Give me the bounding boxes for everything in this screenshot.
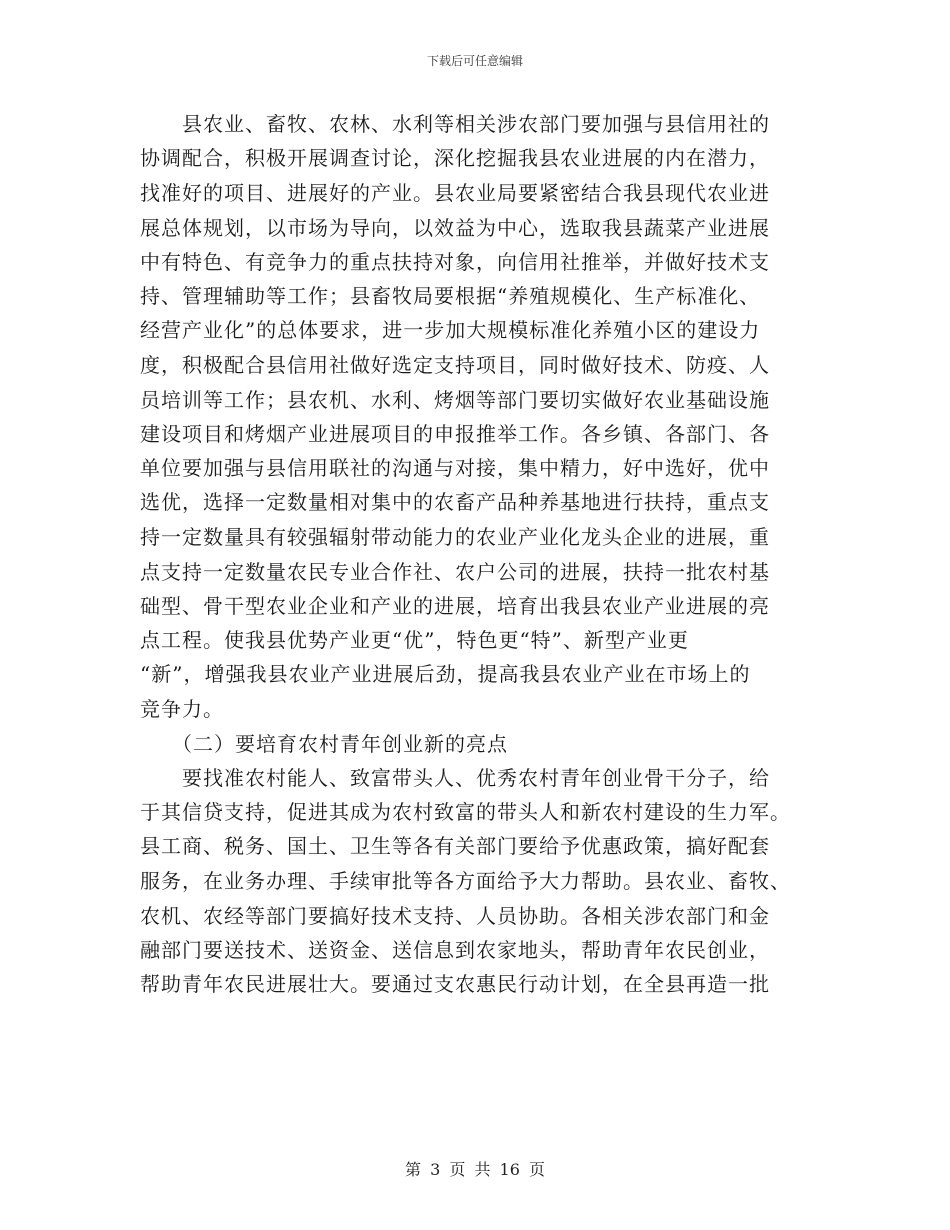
text-line: 帮助青年农民进展壮大。要通过支农惠民行动计划，在全县再造一批 (140, 972, 770, 996)
text-line: 持一定数量具有较强辐射带动能力的农业产业化龙头企业的进展，重 (140, 525, 770, 549)
page-footer: 第 3 页 共 16 页 (405, 1160, 545, 1179)
text-line: 点工程。使我县优势产业更“优”，特色更“特”、新型产业更 (140, 628, 689, 652)
text-line: 建设项目和烤烟产业进展项目的申报推举工作。各乡镇、各部门、各 (140, 422, 770, 446)
text-line: 服务，在业务办理、手续审批等各方面给予大力帮助。县农业、畜牧、 (140, 869, 791, 893)
text-line: 融部门要送技术、送资金、送信息到农家地头，帮助青年农民创业， (140, 938, 770, 962)
text-line: “新”，增强我县农业产业进展后劲，提高我县农业产业在市场上的 (140, 662, 751, 686)
text-line: 选优，选择一定数量相对集中的农畜产品种养基地进行扶持，重点支 (140, 490, 770, 514)
section-heading: （二）要培育农村青年创业新的亮点 (140, 732, 508, 756)
text-line: 要找准农村能人、致富带头人、优秀农村青年创业骨干分子，给 (140, 766, 770, 790)
text-line: 农机、农经等部门要搞好技术支持、人员协助。各相关涉农部门和金 (140, 904, 770, 928)
text-line: 础型、骨干型农业企业和产业的进展，培育出我县农业产业进展的亮 (140, 594, 770, 618)
text-line: 协调配合，积极开展调查讨论，深化挖掘我县农业进展的内在潜力， (140, 146, 770, 170)
text-line: 持、管理辅助等工作；县畜牧局要根据“养殖规模化、生产标准化、 (140, 284, 761, 308)
text-line: 点支持一定数量农民专业合作社、农户公司的进展，扶持一批农村基 (140, 560, 770, 584)
text-line: 度，积极配合县信用社做好选定支持项目，同时做好技术、防疫、人 (140, 353, 770, 377)
text-line: 县农业、畜牧、农林、水利等相关涉农部门要加强与县信用社的 (140, 112, 770, 136)
text-line: 于其信贷支持，促进其成为农村致富的带头人和新农村建设的生力军。 (140, 800, 791, 824)
text-line: 经营产业化”的总体要求，进一步加大规模标准化养殖小区的建设力 (140, 318, 761, 342)
text-line: 县工商、税务、国土、卫生等各有关部门要给予优惠政策，搞好配套 (140, 834, 770, 858)
text-line: 员培训等工作；县农机、水利、烤烟等部门要切实做好农业基础设施 (140, 388, 770, 412)
text-line: 中有特色、有竞争力的重点扶持对象，向信用社推举，并做好技术支 (140, 250, 770, 274)
text-line: 竞争力。 (140, 697, 224, 721)
text-line: 找准好的项目、进展好的产业。县农业局要紧密结合我县现代农业进 (140, 181, 770, 205)
page-header: 下载后可任意编辑 (426, 54, 523, 68)
text-line: 展总体规划，以市场为导向，以效益为中心，选取我县蔬菜产业进展 (140, 216, 770, 240)
text-line: 单位要加强与县信用联社的沟通与对接，集中精力，好中选好，优中 (140, 456, 770, 480)
